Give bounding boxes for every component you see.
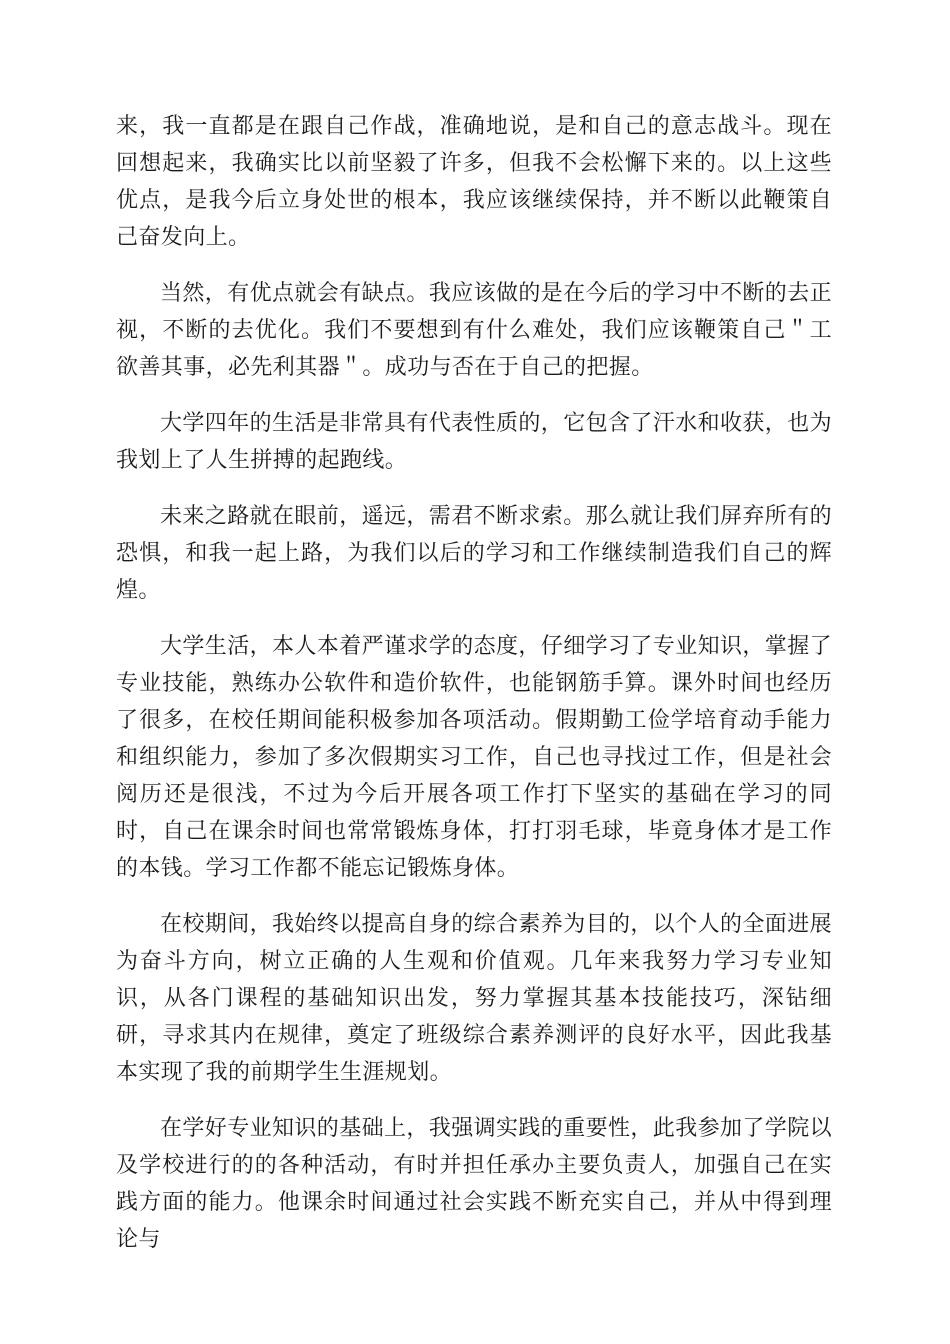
document-body xyxy=(116,108,832,1277)
paragraph-2: 当然，有优点就会有缺点。我应该做的是在今后的学习中不断的去正视，不断的去优化。我们不要想到有什么难处，我们应该鞭策自己＂工欲善其事，必先利其器＂。成功与否在于自己的把握。 xyxy=(116,281,833,380)
paragraph-4: 未来之路就在眼前，遥远，需君不断求索。那么就让我们屏弃所有的恐惧，和我一起上路，为我们以后的学习和工作继续制造我们自己的辉煌。 xyxy=(116,504,833,603)
paragraph-7: 在学好专业知识的基础上，我强调实践的重要性，此我参加了学院以及学校进行的的各种活动，有时并担任承办主要负责人，加强自己在实践方面的能力。他课余时间通过社会实践不断充实自己，并从中得到理论与 xyxy=(116,1116,833,1252)
paragraph-5: 大学生活，本人本着严谨求学的态度，仔细学习了专业知识，掌握了专业技能，熟练办公软件和造价软件，也能钢筋手算。课外时间也经历了很多，在校任期间能积极参加各项活动。假期勤工俭学培育动手能力和组织能力，参加了多次假期实习工作，自己也寻找过工作，但是社会阅历还是很浅，不过为今后开展各项工作打下坚实的基础在学习的同时，自己在课余时间也常常锻炼身体，打打羽毛球，毕竟身体才是工作的本钱。学习工作都不能忘记锻炼身体。 xyxy=(116,634,833,881)
paragraph-1: 来，我一直都是在跟自己作战，准确地说，是和自己的意志战斗。现在回想起来，我确实比以前坚毅了许多，但我不会松懈下来的。以上这些优点，是我今后立身处世的根本，我应该继续保持，并不断以此鞭策自己奋发向上。 xyxy=(116,114,832,250)
paragraph-3: 大学四年的生活是非常具有代表性质的，它包含了汗水和收获，也为我划上了人生拼搏的起跑线。 xyxy=(116,411,833,473)
paragraph-6: 在校期间，我始终以提高自身的综合素养为目的，以个人的全面进展为奋斗方向，树立正确的人生观和价值观。几年来我努力学习专业知识，从各门课程的基础知识出发，努力掌握其基本技能技巧，深钻细研，寻求其内在规律，奠定了班级综合素养测评的良好水平，因此我基本实现了我的前期学生生涯规划。 xyxy=(116,912,833,1085)
